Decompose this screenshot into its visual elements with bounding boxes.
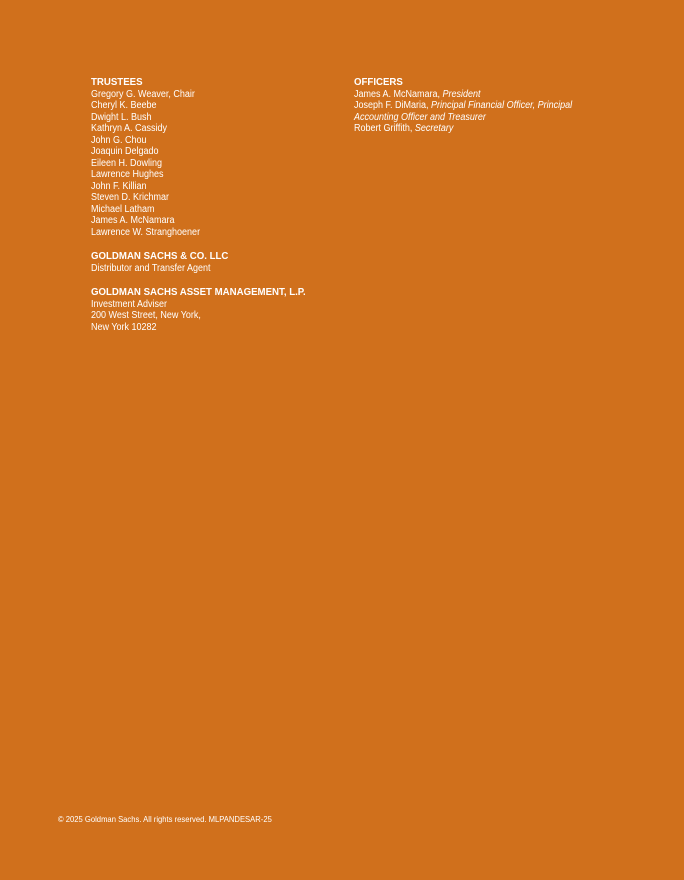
officer-name: James A. McNamara, xyxy=(354,88,443,100)
distributor-heading: GOLDMAN SACHS & CO. LLC xyxy=(91,250,229,262)
officer-name: Robert Griffith, xyxy=(354,123,415,134)
trustee-name: Dwight L. Bush xyxy=(91,111,152,123)
trustee-name: Kathryn A. Cassidy xyxy=(91,123,168,134)
officers-heading: OFFICERS xyxy=(354,76,403,88)
officer-name: Joseph F. DiMaria, xyxy=(354,100,432,111)
adviser-heading: GOLDMAN SACHS ASSET MANAGEMENT, L.P. xyxy=(91,286,306,298)
officer-title: Principal Financial Officer, Principal xyxy=(431,100,573,111)
officer-title: Secretary xyxy=(414,123,454,134)
trustee-name: Lawrence Hughes xyxy=(91,169,164,180)
copyright-footer: © 2025 Goldman Sachs. All rights reserved. MLPANDESAR-25 xyxy=(58,814,272,824)
trustee-name: Eileen H. Dowling xyxy=(91,157,163,169)
trustee-name: Michael Latham xyxy=(91,203,155,215)
adviser-address-line: New York 10282 xyxy=(91,321,157,333)
adviser-role: Investment Adviser xyxy=(91,298,168,310)
trustee-name: Cheryl K. Beebe xyxy=(91,100,157,111)
officer-title: Accounting Officer and Treasurer xyxy=(354,111,486,123)
distributor-section xyxy=(91,251,331,274)
officer-entry xyxy=(354,89,624,101)
trustee-name: Gregory G. Weaver, Chair xyxy=(91,88,195,100)
trustee-name: Joaquin Delgado xyxy=(91,146,159,157)
trustee-name: John F. Killian xyxy=(91,180,147,192)
officer-entry xyxy=(354,123,624,135)
left-column xyxy=(91,77,331,346)
trustee-name: Lawrence W. Stranghoener xyxy=(91,226,201,238)
trustees-section xyxy=(91,77,331,238)
trustee-name: Steven D. Krichmar xyxy=(91,192,170,203)
adviser-section xyxy=(91,287,331,333)
officer-title: President xyxy=(442,88,481,100)
right-column xyxy=(354,77,654,148)
adviser-address-line: 200 West Street, New York, xyxy=(91,310,201,321)
trustee-name: James A. McNamara xyxy=(91,215,175,226)
officer-entry xyxy=(354,112,624,124)
officer-entry xyxy=(354,100,624,112)
trustees-heading: TRUSTEES xyxy=(91,76,143,88)
officers-section xyxy=(354,77,654,135)
distributor-role: Distributor and Transfer Agent xyxy=(91,262,211,274)
trustee-name: John G. Chou xyxy=(91,134,147,146)
